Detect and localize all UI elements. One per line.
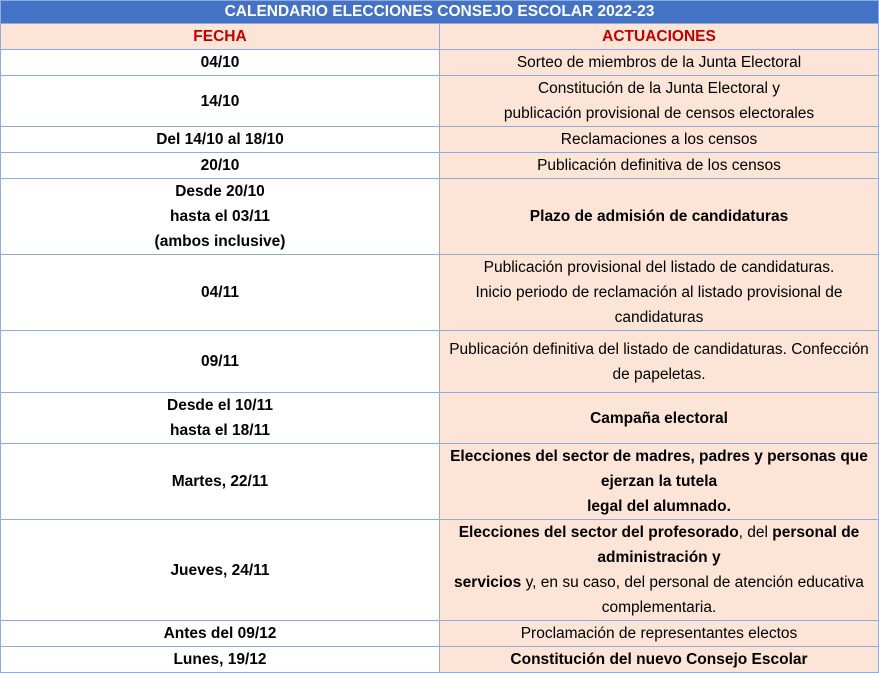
- row-actions: [440, 50, 879, 76]
- action-text: Constitución de la Junta Electoral y: [537, 80, 781, 97]
- row-actions: [440, 127, 879, 153]
- table-row: [1, 50, 879, 76]
- action-line: [444, 76, 874, 101]
- row-actions: [440, 520, 879, 621]
- action-line: [444, 204, 874, 229]
- row-date: [1, 444, 440, 520]
- action-text: personal de administración y: [597, 524, 860, 566]
- date-line: Martes, 22/11: [171, 473, 269, 490]
- row-date: [1, 50, 440, 76]
- table-row: [1, 647, 879, 673]
- action-text: , del: [738, 524, 773, 541]
- row-date: [1, 647, 440, 673]
- row-date: [1, 153, 440, 179]
- table-row: [1, 621, 879, 647]
- row-date: [1, 621, 440, 647]
- action-text: Proclamación de representantes electos: [520, 625, 798, 642]
- action-text: servicios: [454, 574, 522, 591]
- action-line: [444, 153, 874, 178]
- action-line: [444, 337, 874, 387]
- date-line: Del 14/10 al 18/10: [156, 131, 284, 148]
- row-date: [1, 331, 440, 393]
- action-text: Inicio periodo de reclamación al listado provisional de candidaturas: [475, 284, 843, 326]
- action-line: [444, 101, 874, 126]
- date-line: 04/10: [200, 54, 240, 71]
- action-text: Publicación definitiva de los censos: [537, 157, 781, 174]
- date-line: Antes del 09/12: [163, 625, 277, 642]
- action-text: publicación provisional de censos electorales: [503, 105, 815, 122]
- table-row: [1, 393, 879, 444]
- table-row: [1, 520, 879, 621]
- action-line: [444, 520, 874, 570]
- row-actions: [440, 255, 879, 331]
- table-row: [1, 153, 879, 179]
- action-text: Elecciones del sector del profesorado: [458, 524, 739, 541]
- row-actions: [440, 621, 879, 647]
- table-row: [1, 127, 879, 153]
- action-text: Elecciones del sector de madres, padres y personas que ejerzan la tutela: [450, 448, 868, 490]
- row-actions: [440, 76, 879, 127]
- table-row: [1, 76, 879, 127]
- date-line: Desde 20/10: [175, 183, 265, 200]
- date-line: Jueves, 24/11: [170, 561, 270, 579]
- action-line: [444, 406, 874, 431]
- date-line: 04/11: [201, 284, 239, 301]
- row-date: [1, 127, 440, 153]
- row-date: [1, 255, 440, 331]
- table-row: [1, 255, 879, 331]
- action-line: [444, 127, 874, 152]
- date-line: hasta el 03/11: [170, 208, 270, 225]
- row-actions: [440, 153, 879, 179]
- table-title: CALENDARIO ELECCIONES CONSEJO ESCOLAR 2022-23: [1, 1, 879, 24]
- action-text: Plazo de admisión de candidaturas: [529, 208, 789, 225]
- row-actions: [440, 444, 879, 520]
- action-line: [444, 621, 874, 646]
- action-line: [444, 494, 874, 519]
- action-text: Constitución del nuevo Consejo Escolar: [510, 651, 808, 668]
- title-row: [1, 1, 879, 24]
- date-line: Desde el 10/11: [167, 397, 273, 414]
- action-text: Campaña electoral: [590, 409, 728, 427]
- row-date: [1, 393, 440, 444]
- header-date: FECHA: [1, 24, 440, 50]
- date-line: 09/11: [201, 353, 239, 370]
- action-line: [444, 647, 874, 672]
- table-row: [1, 179, 879, 255]
- header-actions: ACTUACIONES: [440, 24, 879, 50]
- action-text: y, en su caso, del personal de atención educativa complementaria.: [521, 574, 864, 616]
- date-line: Lunes, 19/12: [173, 651, 267, 668]
- row-actions: [440, 331, 879, 393]
- row-date: [1, 76, 440, 127]
- action-line: [444, 570, 874, 620]
- action-line: [444, 255, 874, 280]
- action-line: [444, 444, 874, 494]
- date-line: 14/10: [200, 92, 240, 110]
- action-line: [444, 280, 874, 330]
- table-row: [1, 444, 879, 520]
- date-line: 20/10: [200, 157, 240, 174]
- action-text: Publicación provisional del listado de candidaturas.: [483, 259, 835, 276]
- action-text: Reclamaciones a los censos: [560, 131, 758, 148]
- date-line: (ambos inclusive): [154, 233, 286, 250]
- row-date: [1, 179, 440, 255]
- header-row: [1, 24, 879, 50]
- action-text: Publicación definitiva del listado de candidaturas. Confección de papeletas.: [449, 340, 869, 383]
- date-line: hasta el 18/11: [170, 422, 270, 439]
- table-row: [1, 331, 879, 393]
- row-actions: [440, 393, 879, 444]
- action-text: Sorteo de miembros de la Junta Electoral: [516, 54, 802, 71]
- action-line: [444, 50, 874, 75]
- action-text: legal del alumnado.: [587, 498, 731, 515]
- row-actions: [440, 179, 879, 255]
- row-date: [1, 520, 440, 621]
- row-actions: [440, 647, 879, 673]
